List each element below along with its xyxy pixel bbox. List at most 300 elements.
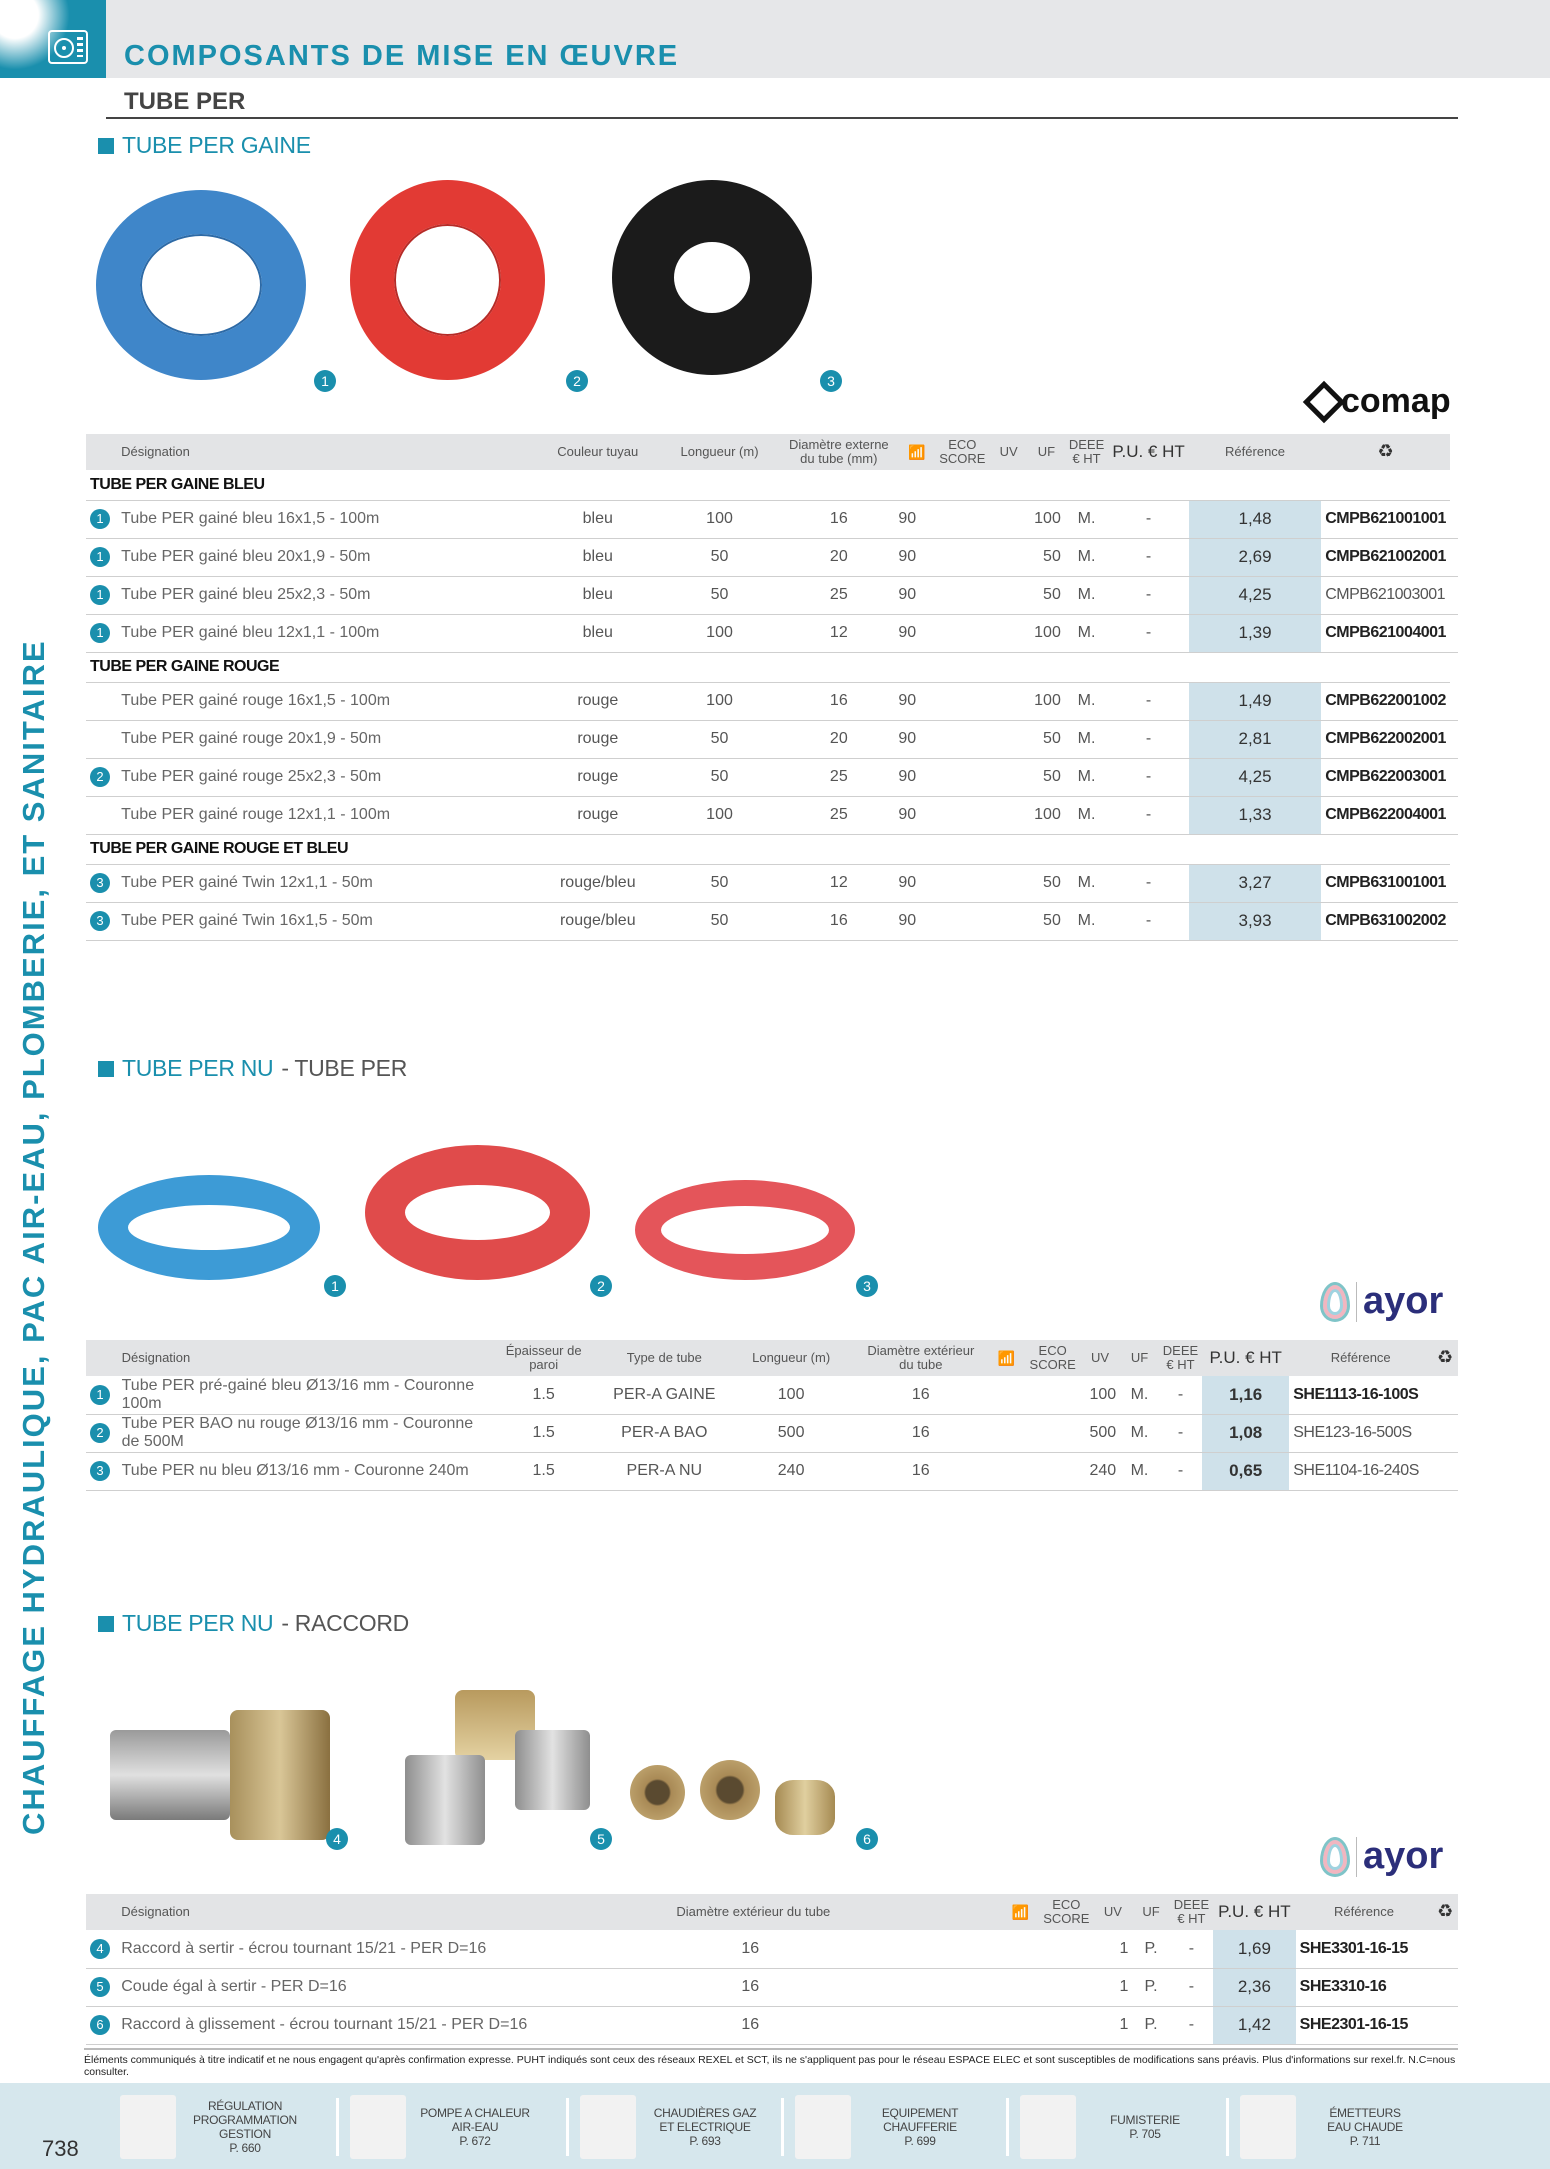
uf: M. [1120, 1376, 1159, 1414]
nav-label: FUMISTERIE P. 705 [1110, 2113, 1180, 2141]
reference: SHE1113-16-100S [1289, 1376, 1432, 1414]
designation: Tube PER gainé rouge 25x2,3 - 50m [117, 758, 455, 796]
image-badge: 4 [326, 1828, 348, 1850]
row-badge-cell [86, 796, 117, 834]
image-badge: 1 [314, 370, 336, 392]
footer-nav-link[interactable] [580, 2095, 760, 2159]
unit-price: 1,49 [1189, 682, 1321, 720]
reference: CMPB622003001 [1321, 758, 1450, 796]
reference: SHE2301-16-15 [1296, 2006, 1433, 2044]
temperature: 90 [898, 796, 989, 834]
nav-thumbnail [1240, 2095, 1296, 2159]
col-epaisseur: Épaisseur de paroi [505, 1343, 582, 1372]
col-designation: Désignation [121, 444, 190, 459]
couleur: bleu [536, 538, 660, 576]
table-row[interactable] [86, 500, 1458, 538]
reference: CMPB622004001 [1321, 796, 1450, 834]
designation: Tube PER gainé Twin 12x1,1 - 50m [117, 864, 455, 902]
product-image-elbow-fitting [395, 1690, 595, 1850]
nav-label: EQUIPEMENT CHAUFFERIE P. 699 [881, 2106, 959, 2148]
section-title-main: TUBE PER NU [122, 1055, 274, 1081]
unit-price: 1,39 [1189, 614, 1321, 652]
designation: Tube PER gainé rouge 12x1,1 - 100m [117, 796, 455, 834]
unit-price: 1,69 [1213, 1930, 1296, 1968]
nav-separator [781, 2098, 784, 2156]
diametre: 16 [779, 902, 898, 940]
type-tube: PER-A BAO [601, 1414, 728, 1452]
recycle-icon: ♻ [1436, 1347, 1454, 1367]
couleur: bleu [536, 614, 660, 652]
footer-nav-link[interactable] [1020, 2095, 1200, 2159]
uf: M. [1065, 614, 1108, 652]
longueur: 100 [660, 500, 780, 538]
longueur: 50 [660, 720, 780, 758]
deee: - [1108, 538, 1189, 576]
designation: Tube PER gainé bleu 12x1,1 - 100m [117, 614, 455, 652]
couleur: rouge [536, 796, 660, 834]
subtitle-rule [106, 117, 1458, 119]
longueur: 100 [660, 614, 780, 652]
row-badge-cell [86, 682, 117, 720]
temperature: 90 [898, 682, 989, 720]
col-uf: UF [1142, 1904, 1160, 1919]
item-number-badge: 6 [90, 2015, 110, 2035]
uf: P. [1132, 2006, 1169, 2044]
reference: CMPB622001002 [1321, 682, 1450, 720]
couleur: bleu [536, 576, 660, 614]
recycle-icon: ♻ [1437, 1901, 1454, 1921]
table-row[interactable] [86, 1414, 1458, 1452]
couleur: rouge/bleu [536, 902, 660, 940]
col-longueur: Longueur (m) [752, 1350, 831, 1365]
section-marker [98, 138, 114, 154]
deee: - [1108, 500, 1189, 538]
longueur: 50 [660, 758, 780, 796]
table-row[interactable] [86, 902, 1458, 940]
disclaimer-text: Éléments communiqués à titre indicatif et ne nous engagent qu'après confirmation expresse. PUHT indiqués sont ceux des réseaux REXEL et SCT, ils ne s'appliquent pas pour le réseau ESPACE ELEC et sont susceptibles de modifications sans préavis. Plus d'informations sur rexel.fr. N.C=nous consulter. [84, 2054, 1456, 2078]
row-badge-cell [86, 538, 117, 576]
nav-label: ÉMETTEURS EAU CHAUDE P. 711 [1327, 2106, 1403, 2148]
section-title-main: TUBE PER GAINE [122, 132, 311, 158]
row-badge-cell [86, 1376, 118, 1414]
item-number-badge: 2 [90, 767, 110, 787]
deee: - [1108, 796, 1189, 834]
diametre: 20 [779, 720, 898, 758]
col-designation: Désignation [121, 1350, 191, 1365]
longueur: 50 [660, 864, 780, 902]
unit-price: 4,25 [1189, 576, 1321, 614]
product-image-slide-fitting [630, 1755, 850, 1845]
unit-price: 2,36 [1213, 1968, 1296, 2006]
col-uv: UV [999, 444, 1018, 459]
longueur: 500 [728, 1414, 855, 1452]
couleur: rouge [536, 758, 660, 796]
deee: - [1108, 682, 1189, 720]
unit-price: 4,25 [1189, 758, 1321, 796]
uv: 1 [1039, 2006, 1132, 2044]
deee: - [1159, 1414, 1202, 1452]
longueur: 100 [660, 796, 780, 834]
reference: CMPB621001001 [1321, 500, 1450, 538]
type-tube: PER-A NU [601, 1452, 728, 1490]
item-number-badge: 1 [90, 1385, 110, 1405]
nav-label: POMPE A CHALEUR AIR-EAU P. 672 [420, 2106, 530, 2148]
group-label: TUBE PER GAINE ROUGE [86, 652, 1450, 682]
col-eco-score: ECO SCORE [939, 437, 986, 466]
row-badge-cell [86, 614, 117, 652]
row-badge-cell [86, 1968, 117, 2006]
deee: - [1108, 758, 1189, 796]
col-couleur: Couleur tuyau [557, 444, 639, 459]
item-number-badge: 1 [90, 509, 110, 529]
image-badge: 1 [324, 1275, 346, 1297]
diametre: 25 [779, 758, 898, 796]
uf: P. [1132, 1968, 1169, 2006]
table-row[interactable] [86, 796, 1458, 834]
longueur: 240 [728, 1452, 855, 1490]
deee: - [1108, 864, 1189, 902]
unit-price: 0,65 [1202, 1452, 1289, 1490]
nav-thumbnail [795, 2095, 851, 2159]
diametre: 25 [779, 796, 898, 834]
deee: - [1159, 1452, 1202, 1490]
product-table-tube-per-nu [86, 1340, 1458, 1491]
uf: M. [1065, 864, 1108, 902]
reference: CMPB631001001 [1321, 864, 1450, 902]
uf: M. [1065, 500, 1108, 538]
col-deee: DEEE € HT [1173, 1897, 1210, 1926]
table-row[interactable] [86, 682, 1458, 720]
table-row[interactable] [86, 720, 1458, 758]
table-row[interactable] [86, 758, 1458, 796]
section-title-raccord [98, 1610, 409, 1637]
designation: Tube PER gainé bleu 25x2,3 - 50m [117, 576, 455, 614]
longueur: 100 [728, 1376, 855, 1414]
product-image-red-coil [350, 175, 550, 385]
col-eco-score: ECO SCORE [1029, 1343, 1076, 1372]
unit-price: 3,93 [1189, 902, 1321, 940]
table-row[interactable] [86, 576, 1458, 614]
temperature: 90 [898, 500, 989, 538]
uv: 50 [989, 576, 1064, 614]
diametre: 25 [779, 576, 898, 614]
designation: Coude égal à sertir - PER D=16 [117, 1968, 556, 2006]
reference: SHE1104-16-240S [1289, 1452, 1432, 1490]
deee: - [1170, 2006, 1213, 2044]
unit-price: 3,27 [1189, 864, 1321, 902]
col-designation: Désignation [121, 1904, 190, 1919]
product-image-blue-coil [96, 180, 311, 385]
group-label: TUBE PER GAINE BLEU [86, 470, 1450, 500]
temperature: 90 [898, 864, 989, 902]
comap-logo-icon [1305, 383, 1335, 421]
item-number-badge: 5 [90, 1977, 110, 1997]
uf: M. [1065, 796, 1108, 834]
designation: Tube PER gainé bleu 16x1,5 - 100m [117, 500, 455, 538]
uf: M. [1065, 720, 1108, 758]
diametre: 16 [556, 2006, 1002, 2044]
image-badge: 2 [590, 1275, 612, 1297]
unit-price: 2,69 [1189, 538, 1321, 576]
diametre: 12 [779, 614, 898, 652]
section-title-sub: - TUBE PER [281, 1055, 408, 1081]
diametre: 20 [779, 538, 898, 576]
reference: SHE3310-16 [1296, 1968, 1433, 2006]
uf: M. [1065, 902, 1108, 940]
diametre: 16 [779, 500, 898, 538]
col-deee: DEEE € HT [1162, 1343, 1199, 1372]
couleur: rouge [536, 682, 660, 720]
uv: 500 [1026, 1414, 1121, 1452]
nav-label: RÉGULATION PROGRAMMATION GESTION P. 660 [193, 2099, 297, 2155]
uv: 1 [1039, 1930, 1132, 1968]
page-title: COMPOSANTS DE MISE EN ŒUVRE [124, 40, 680, 72]
deee: - [1108, 614, 1189, 652]
reference: CMPB621003001 [1321, 576, 1450, 614]
footer-nav-link[interactable] [350, 2095, 530, 2159]
nav-separator [1006, 2098, 1009, 2156]
unit-price: 1,42 [1213, 2006, 1296, 2044]
reference: CMPB622002001 [1321, 720, 1450, 758]
temperature: 90 [898, 902, 989, 940]
image-badge: 2 [566, 370, 588, 392]
diametre: 16 [855, 1452, 987, 1490]
couleur: rouge/bleu [536, 864, 660, 902]
ayor-logo-icon [1320, 1837, 1350, 1877]
row-badge-cell [86, 2006, 117, 2044]
footer-nav-link[interactable] [1240, 2095, 1420, 2159]
uv: 100 [989, 614, 1064, 652]
longueur: 50 [660, 902, 780, 940]
row-badge-cell [86, 1452, 118, 1490]
section-marker [98, 1616, 114, 1632]
table-group-row [86, 652, 1458, 682]
uf: P. [1132, 1930, 1169, 1968]
temperature: 90 [898, 576, 989, 614]
brand-logo-ayor: ayor [1320, 1835, 1443, 1878]
col-diametre: Diamètre extérieur du tube [676, 1904, 831, 1919]
disclaimer-rule [84, 2048, 1458, 2050]
deee: - [1108, 902, 1189, 940]
item-number-badge: 3 [90, 873, 110, 893]
footer-nav-link[interactable] [795, 2095, 975, 2159]
item-number-badge: 1 [90, 547, 110, 567]
uv: 100 [1026, 1376, 1121, 1414]
heat-pump-icon [48, 30, 88, 64]
epaisseur: 1.5 [486, 1376, 601, 1414]
uv: 50 [989, 720, 1064, 758]
designation: Raccord à glissement - écrou tournant 15/21 - PER D=16 [117, 2006, 556, 2044]
section-marker [98, 1061, 114, 1077]
temperature: 90 [898, 720, 989, 758]
uv: 100 [989, 796, 1064, 834]
side-category-label: CHAUFFAGE HYDRAULIQUE, PAC AIR-EAU, PLOMBERIE, ET SANITAIRE [16, 639, 51, 1835]
wifi-icon: 📶 [997, 1349, 1015, 1366]
diametre: 16 [855, 1376, 987, 1414]
temperature: 90 [898, 758, 989, 796]
nav-thumbnail [350, 2095, 406, 2159]
section-title-tube-per-nu [98, 1055, 407, 1082]
reference: SHE123-16-500S [1289, 1414, 1432, 1452]
col-diametre: Diamètre externe du tube (mm) [788, 437, 889, 466]
diametre: 16 [855, 1414, 987, 1452]
designation: Tube PER BAO nu rouge Ø13/16 mm - Couronne de 500M [118, 1414, 487, 1452]
designation: Tube PER pré-gainé bleu Ø13/16 mm - Couronne 100m [118, 1376, 487, 1414]
image-badge: 6 [856, 1828, 878, 1850]
col-uf: UF [1130, 1350, 1149, 1365]
uf: M. [1120, 1452, 1159, 1490]
col-uf: UF [1037, 444, 1056, 459]
unit-price: 1,16 [1202, 1376, 1289, 1414]
product-image-blue-coil [98, 1175, 323, 1285]
longueur: 50 [660, 576, 780, 614]
table-row[interactable] [86, 614, 1458, 652]
designation: Tube PER nu bleu Ø13/16 mm - Couronne 240m [118, 1452, 487, 1490]
col-type: Type de tube [626, 1350, 702, 1365]
row-badge-cell [86, 1414, 118, 1452]
product-image-twin-coil [612, 180, 812, 385]
image-badge: 3 [856, 1275, 878, 1297]
col-uv: UV [1103, 1904, 1122, 1919]
deee: - [1108, 576, 1189, 614]
row-badge-cell [86, 1930, 117, 1968]
section-title-main: TUBE PER NU [122, 1610, 274, 1636]
table-row[interactable] [86, 864, 1458, 902]
product-table-tube-per-gaine [86, 434, 1458, 941]
couleur: bleu [536, 500, 660, 538]
page-subtitle: TUBE PER [124, 88, 246, 115]
col-deee: DEEE € HT [1068, 437, 1105, 466]
unit-price: 1,08 [1202, 1414, 1289, 1452]
col-diametre: Diamètre extérieur du tube [867, 1343, 975, 1372]
longueur: 50 [660, 538, 780, 576]
table-row[interactable] [86, 1452, 1458, 1490]
temperature: 90 [898, 538, 989, 576]
table-row[interactable] [86, 1968, 1458, 2006]
page-number: 738 [42, 2136, 79, 2161]
reference: SHE3301-16-15 [1296, 1930, 1433, 1968]
couleur: rouge [536, 720, 660, 758]
uf: M. [1065, 758, 1108, 796]
longueur: 100 [660, 682, 780, 720]
section-title-tube-per-gaine [98, 132, 311, 159]
nav-separator [336, 2098, 339, 2156]
uv: 100 [989, 682, 1064, 720]
table-row[interactable] [86, 2006, 1458, 2044]
col-pu: P.U. € HT [1213, 1894, 1296, 1930]
uv: 50 [989, 902, 1064, 940]
reference: CMPB621004001 [1321, 614, 1450, 652]
row-badge-cell [86, 758, 117, 796]
uv: 50 [989, 864, 1064, 902]
unit-price: 1,33 [1189, 796, 1321, 834]
designation: Raccord à sertir - écrou tournant 15/21 - PER D=16 [117, 1930, 556, 1968]
col-reference: Référence [1225, 444, 1286, 459]
designation: Tube PER gainé Twin 16x1,5 - 50m [117, 902, 455, 940]
deee: - [1170, 1968, 1213, 2006]
col-uv: UV [1090, 1350, 1109, 1365]
group-label: TUBE PER GAINE ROUGE ET BLEU [86, 834, 1450, 864]
uv: 1 [1039, 1968, 1132, 2006]
uf: M. [1065, 682, 1108, 720]
uf: M. [1120, 1414, 1159, 1452]
diametre: 16 [556, 1930, 1002, 1968]
uv: 100 [989, 500, 1064, 538]
table-row[interactable] [86, 1930, 1458, 1968]
col-reference: Référence [1333, 1904, 1394, 1919]
uv: 50 [989, 758, 1064, 796]
epaisseur: 1.5 [486, 1414, 601, 1452]
deee: - [1170, 1930, 1213, 1968]
item-number-badge: 3 [90, 1461, 110, 1481]
table-header-row [86, 1894, 1458, 1930]
nav-thumbnail [1020, 2095, 1076, 2159]
temperature: 90 [898, 614, 989, 652]
table-header-row [86, 434, 1458, 470]
nav-label: CHAUDIÈRES GAZ ET ELECTRIQUE P. 693 [653, 2106, 757, 2148]
diametre: 16 [556, 1968, 1002, 2006]
item-number-badge: 2 [90, 1423, 110, 1443]
product-image-red-coil [360, 1100, 595, 1285]
uf: M. [1065, 538, 1108, 576]
uv: 240 [1026, 1452, 1121, 1490]
reference: CMPB631002002 [1321, 902, 1450, 940]
col-eco-score: ECO SCORE [1043, 1897, 1090, 1926]
brand-logo-ayor: ayor [1320, 1280, 1443, 1323]
image-badge: 3 [820, 370, 842, 392]
product-image-crimp-fitting [110, 1700, 335, 1850]
nav-thumbnail [120, 2095, 176, 2159]
row-badge-cell [86, 864, 117, 902]
item-number-badge: 1 [90, 623, 110, 643]
table-header-row [86, 1340, 1458, 1376]
deee: - [1108, 720, 1189, 758]
row-badge-cell [86, 720, 117, 758]
wifi-icon: 📶 [1011, 1903, 1030, 1920]
reference: CMPB621002001 [1321, 538, 1450, 576]
nav-separator [566, 2098, 569, 2156]
designation: Tube PER gainé rouge 20x1,9 - 50m [117, 720, 455, 758]
table-group-row [86, 834, 1458, 864]
row-badge-cell [86, 902, 117, 940]
footer-nav-link[interactable] [120, 2095, 300, 2159]
product-image-red-small-coil [630, 1170, 860, 1285]
table-group-row [86, 470, 1458, 500]
col-longueur: Longueur (m) [680, 444, 759, 459]
diametre: 12 [779, 864, 898, 902]
epaisseur: 1.5 [486, 1452, 601, 1490]
nav-separator [1226, 2098, 1229, 2156]
ayor-logo-icon [1320, 1282, 1350, 1322]
row-badge-cell [86, 500, 117, 538]
uf: M. [1065, 576, 1108, 614]
item-number-badge: 4 [90, 1939, 110, 1959]
table-row[interactable] [86, 538, 1458, 576]
uv: 50 [989, 538, 1064, 576]
unit-price: 2,81 [1189, 720, 1321, 758]
item-number-badge: 3 [90, 911, 110, 931]
designation: Tube PER gainé rouge 16x1,5 - 100m [117, 682, 455, 720]
table-row[interactable] [86, 1376, 1458, 1414]
col-pu: P.U. € HT [1108, 434, 1189, 470]
nav-thumbnail [580, 2095, 636, 2159]
recycle-icon: ♻ [1377, 441, 1394, 461]
wifi-icon: 📶 [908, 443, 926, 460]
brand-logo-comap: comap [1305, 382, 1451, 421]
type-tube: PER-A GAINE [601, 1376, 728, 1414]
deee: - [1159, 1376, 1202, 1414]
designation: Tube PER gainé bleu 20x1,9 - 50m [117, 538, 455, 576]
